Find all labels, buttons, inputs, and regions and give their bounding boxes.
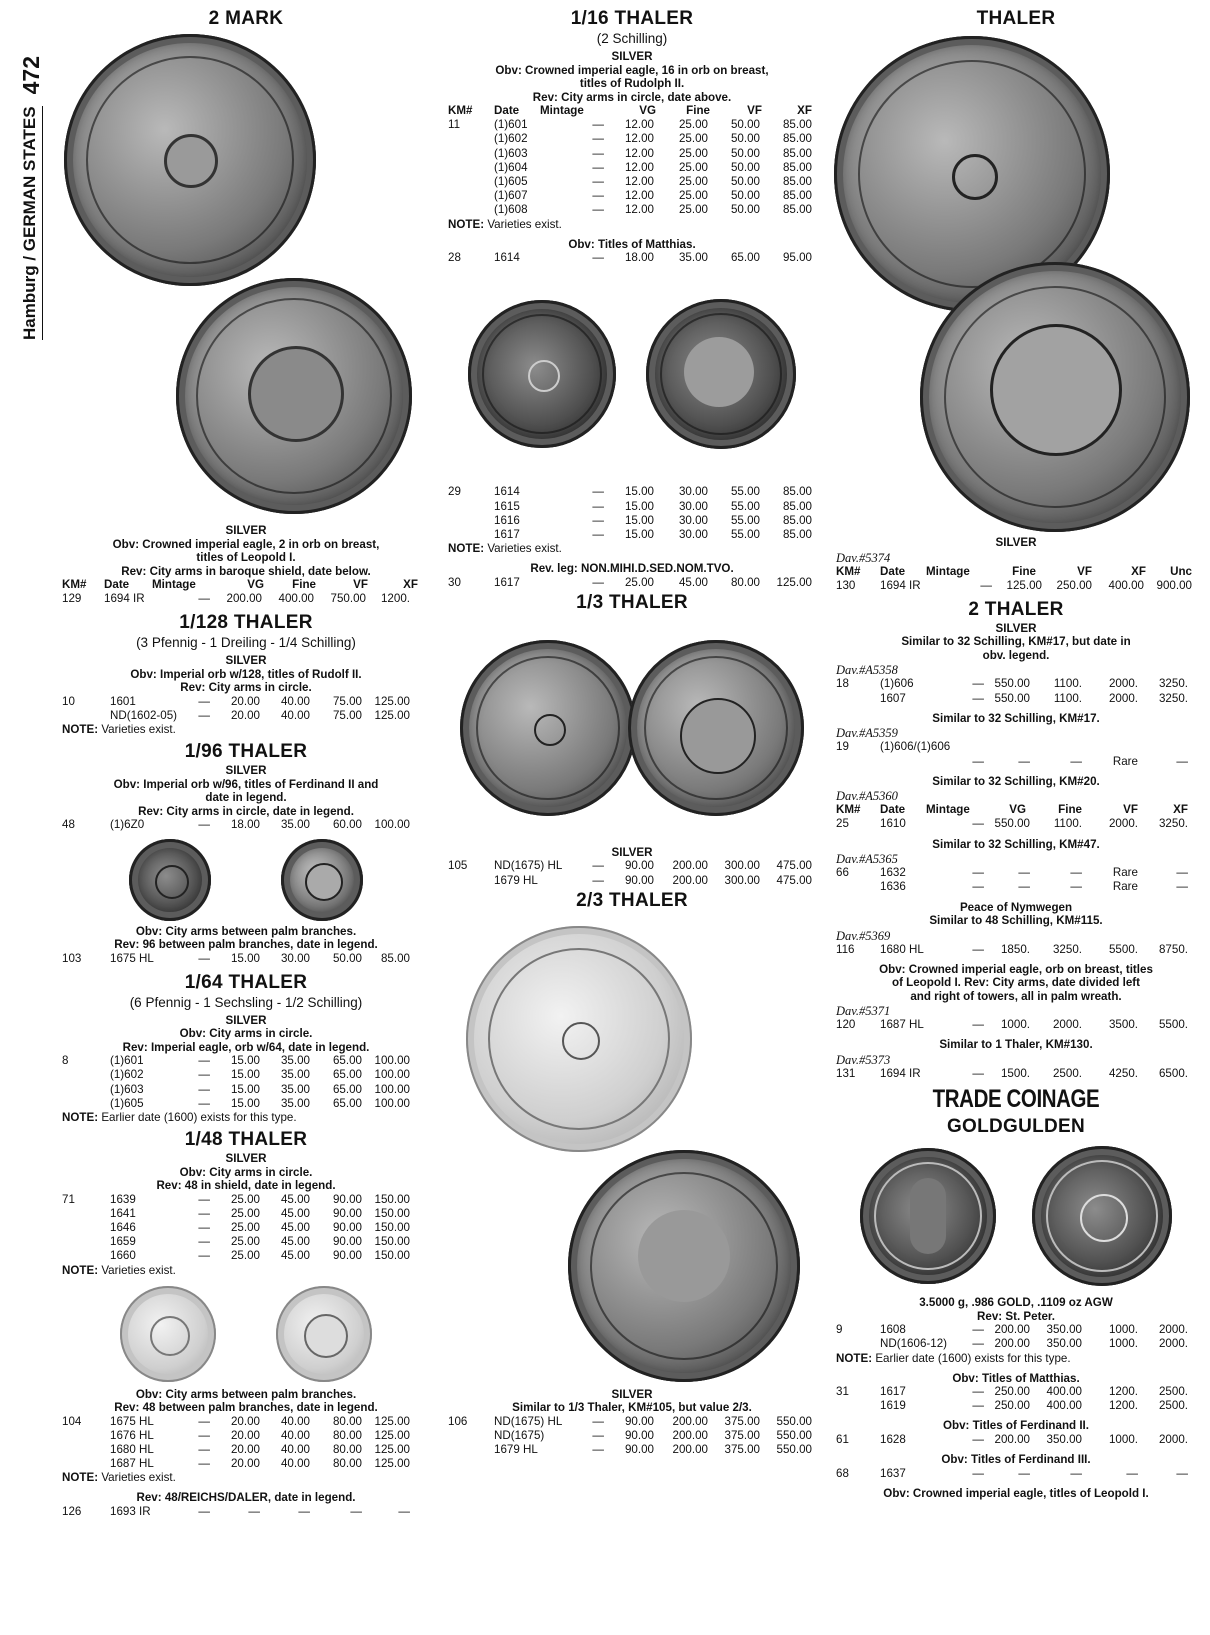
table-row: 30 1617 — 25.00 45.00 80.00 125.00: [448, 575, 812, 589]
davenport-ref: Dav.#A5365: [836, 852, 898, 867]
obverse-desc: Obv: Imperial orb w/96, titles of Ferdinand II and: [113, 777, 379, 791]
similar-desc: Similar to 1 Thaler, KM#130.: [939, 1038, 1093, 1052]
table-row: (1)603 — 15.00 35.00 65.00 100.00: [110, 1082, 410, 1096]
coin-goldgulden-reverse-image: [1032, 1146, 1172, 1286]
table-row: 10 1601 — 20.00 40.00 75.00 125.00: [62, 694, 410, 708]
reverse-desc: Rev: 48 in shield, date in legend.: [156, 1179, 336, 1193]
obverse-desc: Obv: City arms between palm branches.: [135, 924, 357, 938]
table-header: KM# Date Mintage VG Fine VF XF: [836, 803, 1188, 817]
coin-thaler-reverse-image: [920, 262, 1190, 532]
reverse-desc: Rev. leg: NON.MIHI.D.SED.NOM.TVO.: [530, 562, 734, 576]
obverse-desc-cont: titles of Rudolph II.: [579, 77, 685, 90]
table-row: 8 (1)601 — 15.00 35.00 65.00 100.00: [62, 1054, 410, 1068]
coin-2-3-obverse-image: [466, 926, 692, 1152]
table-row: 116 1680 HL — 1850. 3250. 5500. 8750.: [836, 942, 1188, 956]
note: NOTE: Varieties exist.: [448, 217, 562, 231]
table-row: 66 1632 — — — Rare —: [836, 866, 1188, 880]
table-row: ND(1602-05) — 20.00 40.00 75.00 125.00: [110, 709, 410, 723]
table-row: 1687 HL — 20.00 40.00 80.00 125.00: [110, 1457, 410, 1471]
metal-label: SILVER: [995, 536, 1037, 549]
denomination-subtitle: (6 Pfennig - 1 Sechsling - 1/2 Schilling): [129, 994, 363, 1010]
column-3: [836, 6, 1196, 1500]
reverse-desc: Rev: City arms in circle.: [180, 681, 312, 695]
table-header: KM# Date Mintage VG Fine VF XF: [62, 578, 418, 591]
denomination-subtitle: (2 Schilling): [596, 31, 668, 46]
obverse-desc: Obv: City arms in circle.: [179, 1027, 313, 1041]
table-row: 126 1693 IR — — — — —: [62, 1504, 410, 1518]
table-row: 61 1628 — 200.00 350.00 1000. 2000.: [836, 1432, 1188, 1446]
coin-1-48-obverse-image: [120, 1286, 216, 1382]
coin-1-16-obverse-image: [468, 300, 616, 448]
note: NOTE: Varieties exist.: [62, 1263, 176, 1277]
coin-1-96-reverse-image: [281, 839, 363, 921]
table-row: 1617 — 15.00 30.00 55.00 85.00: [494, 527, 812, 541]
metal-label: SILVER: [611, 1387, 653, 1401]
note: NOTE: Earlier date (1600) exists for this type.: [836, 1351, 1071, 1365]
column-2: [448, 6, 816, 1457]
similar-desc-cont: obv. legend.: [982, 648, 1050, 662]
table-row: 1680 HL — 20.00 40.00 80.00 125.00: [110, 1442, 410, 1456]
similar-desc: Similar to 32 Schilling, KM#17, but date in: [901, 635, 1131, 649]
table-row: 1636 — — — Rare —: [880, 880, 1188, 894]
table-row: 1619 — 250.00 400.00 1200. 2500.: [880, 1399, 1188, 1413]
goldgulden-heading: GOLDGULDEN: [946, 1116, 1086, 1138]
obverse-desc: Obv: City arms between palm branches.: [135, 1387, 357, 1401]
table-row: 120 1687 HL — 1000. 2000. 3500. 5500.: [836, 1018, 1188, 1032]
reverse-desc: Rev: 48 between palm branches, date in legend.: [114, 1401, 378, 1415]
reverse-desc: Rev: 96 between palm branches, date in legend.: [114, 938, 378, 952]
table-row: 11 (1)601 — 12.00 25.00 50.00 85.00: [448, 118, 812, 132]
similar-desc: Similar to 32 Schilling, KM#47.: [932, 837, 1100, 851]
reverse-desc: Rev: Imperial eagle, orb w/64, date in legend.: [122, 1040, 370, 1054]
table-row: (1)604 — 12.00 25.00 50.00 85.00: [494, 160, 812, 174]
metal-label: SILVER: [225, 654, 267, 668]
coin-2mark-reverse-image: [176, 278, 412, 514]
heading-2-thaler: 2 THALER: [968, 598, 1064, 620]
table-row: 1659 — 25.00 45.00 90.00 150.00: [110, 1235, 410, 1249]
table-row: 131 1694 IR — 1500. 2500. 4250. 6500.: [836, 1066, 1188, 1080]
obverse-desc: Obv: Imperial orb w/128, titles of Rudolf II.: [130, 667, 362, 681]
obverse-desc: Obv: Titles of Ferdinand III.: [941, 1453, 1091, 1467]
obverse-desc-cont: of Leopold I. Rev: City arms, date divided left: [891, 976, 1140, 990]
trade-coinage-heading: TRADE COINAGE: [932, 1085, 1100, 1114]
table-row: 71 1639 — 25.00 45.00 90.00 150.00: [62, 1192, 410, 1206]
table-row: 31 1617 — 250.00 400.00 1200. 2500.: [836, 1385, 1188, 1399]
table-row: 106 ND(1675) HL — 90.00 200.00 375.00 550.00: [448, 1414, 812, 1428]
table-row: 1615 — 15.00 30.00 55.00 85.00: [494, 499, 812, 513]
table-header: KM# Date Mintage Fine VF XF Unc: [836, 564, 1192, 578]
davenport-ref: Dav.#5374: [836, 550, 891, 565]
davenport-ref: Dav.#5371: [836, 1004, 891, 1019]
table-row: 1676 HL — 20.00 40.00 80.00 125.00: [110, 1428, 410, 1442]
reverse-desc: Rev: 48/REICHS/DALER, date in legend.: [136, 1491, 356, 1505]
table-row: (1)603 — 12.00 25.00 50.00 85.00: [494, 146, 812, 160]
table-row: (1)608 — 12.00 25.00 50.00 85.00: [494, 203, 812, 217]
table-row: — — — Rare —: [972, 754, 1188, 768]
table-row: ND(1675) — 90.00 200.00 375.00 550.00: [494, 1428, 812, 1442]
heading-2-mark: 2 MARK: [208, 8, 284, 29]
page-number: 472: [17, 56, 44, 95]
metal-label: SILVER: [225, 524, 267, 537]
table-row: (1)602 — 12.00 25.00 50.00 85.00: [494, 132, 812, 146]
obverse-desc: Obv: Titles of Matthias.: [568, 237, 696, 251]
heading-thaler: THALER: [976, 8, 1056, 29]
table-row: 18 (1)606 — 550.00 1100. 2000. 3250.: [836, 677, 1188, 691]
obverse-desc-cont: date in legend.: [205, 791, 287, 805]
table-row: 1616 — 15.00 30.00 55.00 85.00: [494, 513, 812, 527]
table-row: 48 (1)6Z0 — 18.00 35.00 60.00 100.00: [62, 818, 410, 832]
note: NOTE: Varieties exist.: [62, 1471, 176, 1485]
heading-1-3-thaler: 1/3 THALER: [576, 591, 688, 613]
table-row: 104 1675 HL — 20.00 40.00 80.00 125.00: [62, 1414, 410, 1428]
heading-1-48-thaler: 1/48 THALER: [184, 1129, 308, 1151]
reverse-desc: Rev: City arms in circle, date in legend.: [138, 804, 354, 818]
coin-1-3-reverse-image: [628, 640, 804, 816]
table-row: 1660 — 25.00 45.00 90.00 150.00: [110, 1249, 410, 1263]
metal-label: SILVER: [611, 50, 653, 63]
table-row: 1646 — 25.00 45.00 90.00 150.00: [110, 1220, 410, 1234]
gold-spec: 3.5000 g, .986 GOLD, .1109 oz AGW: [919, 1296, 1113, 1310]
table-row: (1)602 — 15.00 35.00 65.00 100.00: [110, 1068, 410, 1082]
table-row: 19 (1)606/(1)606: [836, 740, 951, 754]
table-row: (1)605 — 15.00 35.00 65.00 100.00: [110, 1096, 410, 1110]
similar-desc: Similar to 32 Schilling, KM#20.: [932, 774, 1100, 788]
note: NOTE: Earlier date (1600) exists for this type.: [62, 1111, 297, 1125]
davenport-ref: Dav.#A5360: [836, 789, 898, 804]
davenport-ref: Dav.#A5359: [836, 726, 898, 741]
peace-label: Peace of Nymwegen: [959, 900, 1073, 914]
similar-desc: Similar to 48 Schilling, KM#115.: [929, 914, 1103, 928]
table-row: 1679 HL — 90.00 200.00 300.00 475.00: [494, 873, 812, 887]
obverse-desc: Obv: Crowned imperial eagle, orb on breast, titles: [879, 962, 1153, 976]
table-row: 105 ND(1675) HL — 90.00 200.00 300.00 475.00: [448, 859, 812, 873]
obverse-desc: Obv: Titles of Matthias.: [952, 1371, 1080, 1385]
table-row: (1)605 — 12.00 25.00 50.00 85.00: [494, 175, 812, 189]
obverse-desc-cont: and right of towers, all in palm wreath.: [910, 989, 1122, 1003]
table-row: 129 1694 IR — 200.00 400.00 750.00 1200.: [62, 592, 410, 606]
table-row: 1679 HL — 90.00 200.00 375.00 550.00: [494, 1443, 812, 1457]
coin-goldgulden-obverse-image: [860, 1148, 996, 1284]
coin-1-96-obverse-image: [129, 839, 211, 921]
reverse-desc: Rev: City arms in baroque shield, date below.: [121, 564, 371, 578]
davenport-ref: Dav.#5373: [836, 1052, 891, 1067]
side-header: [14, 10, 48, 340]
metal-label: SILVER: [225, 1013, 267, 1027]
metal-label: SILVER: [611, 845, 653, 859]
reverse-desc: Rev: St. Peter.: [977, 1309, 1055, 1323]
coin-1-3-obverse-image: [460, 640, 636, 816]
table-header: KM# Date Mintage VG Fine VF XF: [448, 104, 812, 117]
table-row: 28 1614 — 18.00 35.00 65.00 95.00: [448, 251, 812, 265]
heading-1-128-thaler: 1/128 THALER: [179, 612, 313, 634]
heading-1-64-thaler: 1/64 THALER: [184, 971, 308, 993]
table-row: 29 1614 — 15.00 30.00 55.00 85.00: [448, 485, 812, 499]
coin-1-16-reverse-image: [646, 299, 796, 449]
obverse-desc: Obv: Crowned imperial eagle, titles of Leopold I.: [883, 1486, 1149, 1500]
table-row: 103 1675 HL — 15.00 30.00 50.00 85.00: [62, 951, 410, 965]
note: NOTE: Varieties exist.: [62, 723, 176, 737]
obverse-desc: Obv: Crowned imperial eagle, 16 in orb on breast,: [495, 63, 769, 77]
table-row: 9 1608 — 200.00 350.00 1000. 2000.: [836, 1323, 1188, 1337]
table-row: 1641 — 25.00 45.00 90.00 150.00: [110, 1206, 410, 1220]
table-row: (1)607 — 12.00 25.00 50.00 85.00: [494, 189, 812, 203]
similar-desc: Similar to 32 Schilling, KM#17.: [932, 711, 1100, 725]
table-row: 25 1610 — 550.00 1100. 2000. 3250.: [836, 817, 1188, 831]
obverse-desc: Obv: Crowned imperial eagle, 2 in orb on breast,: [112, 537, 380, 551]
obverse-desc: Obv: Titles of Ferdinand II.: [942, 1419, 1089, 1433]
section-title: Hamburg / GERMAN STATES: [20, 106, 43, 340]
davenport-ref: Dav.#A5358: [836, 663, 898, 678]
table-row: 68 1637 — — — — —: [836, 1466, 1188, 1480]
metal-label: SILVER: [225, 1152, 267, 1166]
heading-1-16-thaler: 1/16 THALER: [570, 8, 694, 29]
heading-1-96-thaler: 1/96 THALER: [184, 741, 308, 763]
reverse-desc: Rev: City arms in circle, date above.: [532, 90, 732, 104]
column-1: [62, 6, 430, 1519]
table-row: 1607 — 550.00 1100. 2000. 3250.: [880, 691, 1188, 705]
heading-2-3-thaler: 2/3 THALER: [576, 889, 688, 911]
table-row: ND(1606-12) — 200.00 350.00 1000. 2000.: [880, 1337, 1188, 1351]
metal-label: SILVER: [995, 621, 1037, 635]
note: NOTE: Varieties exist.: [448, 542, 562, 556]
obverse-desc: Obv: City arms in circle.: [179, 1165, 313, 1179]
denomination-subtitle: (3 Pfennig - 1 Dreiling - 1/4 Schilling): [136, 635, 356, 651]
obverse-desc-cont: titles of Leopold I.: [196, 551, 296, 564]
similar-desc: Similar to 1/3 Thaler, KM#105, but value 2/3.: [512, 1401, 752, 1415]
coin-1-48-reverse-image: [276, 1286, 372, 1382]
coin-2-3-reverse-image: [568, 1150, 800, 1382]
davenport-ref: Dav.#5369: [836, 928, 891, 943]
coin-2mark-obverse-image: [64, 34, 316, 286]
metal-label: SILVER: [225, 764, 267, 778]
table-row: 130 1694 IR — 125.00 250.00 400.00 900.00: [836, 578, 1192, 592]
